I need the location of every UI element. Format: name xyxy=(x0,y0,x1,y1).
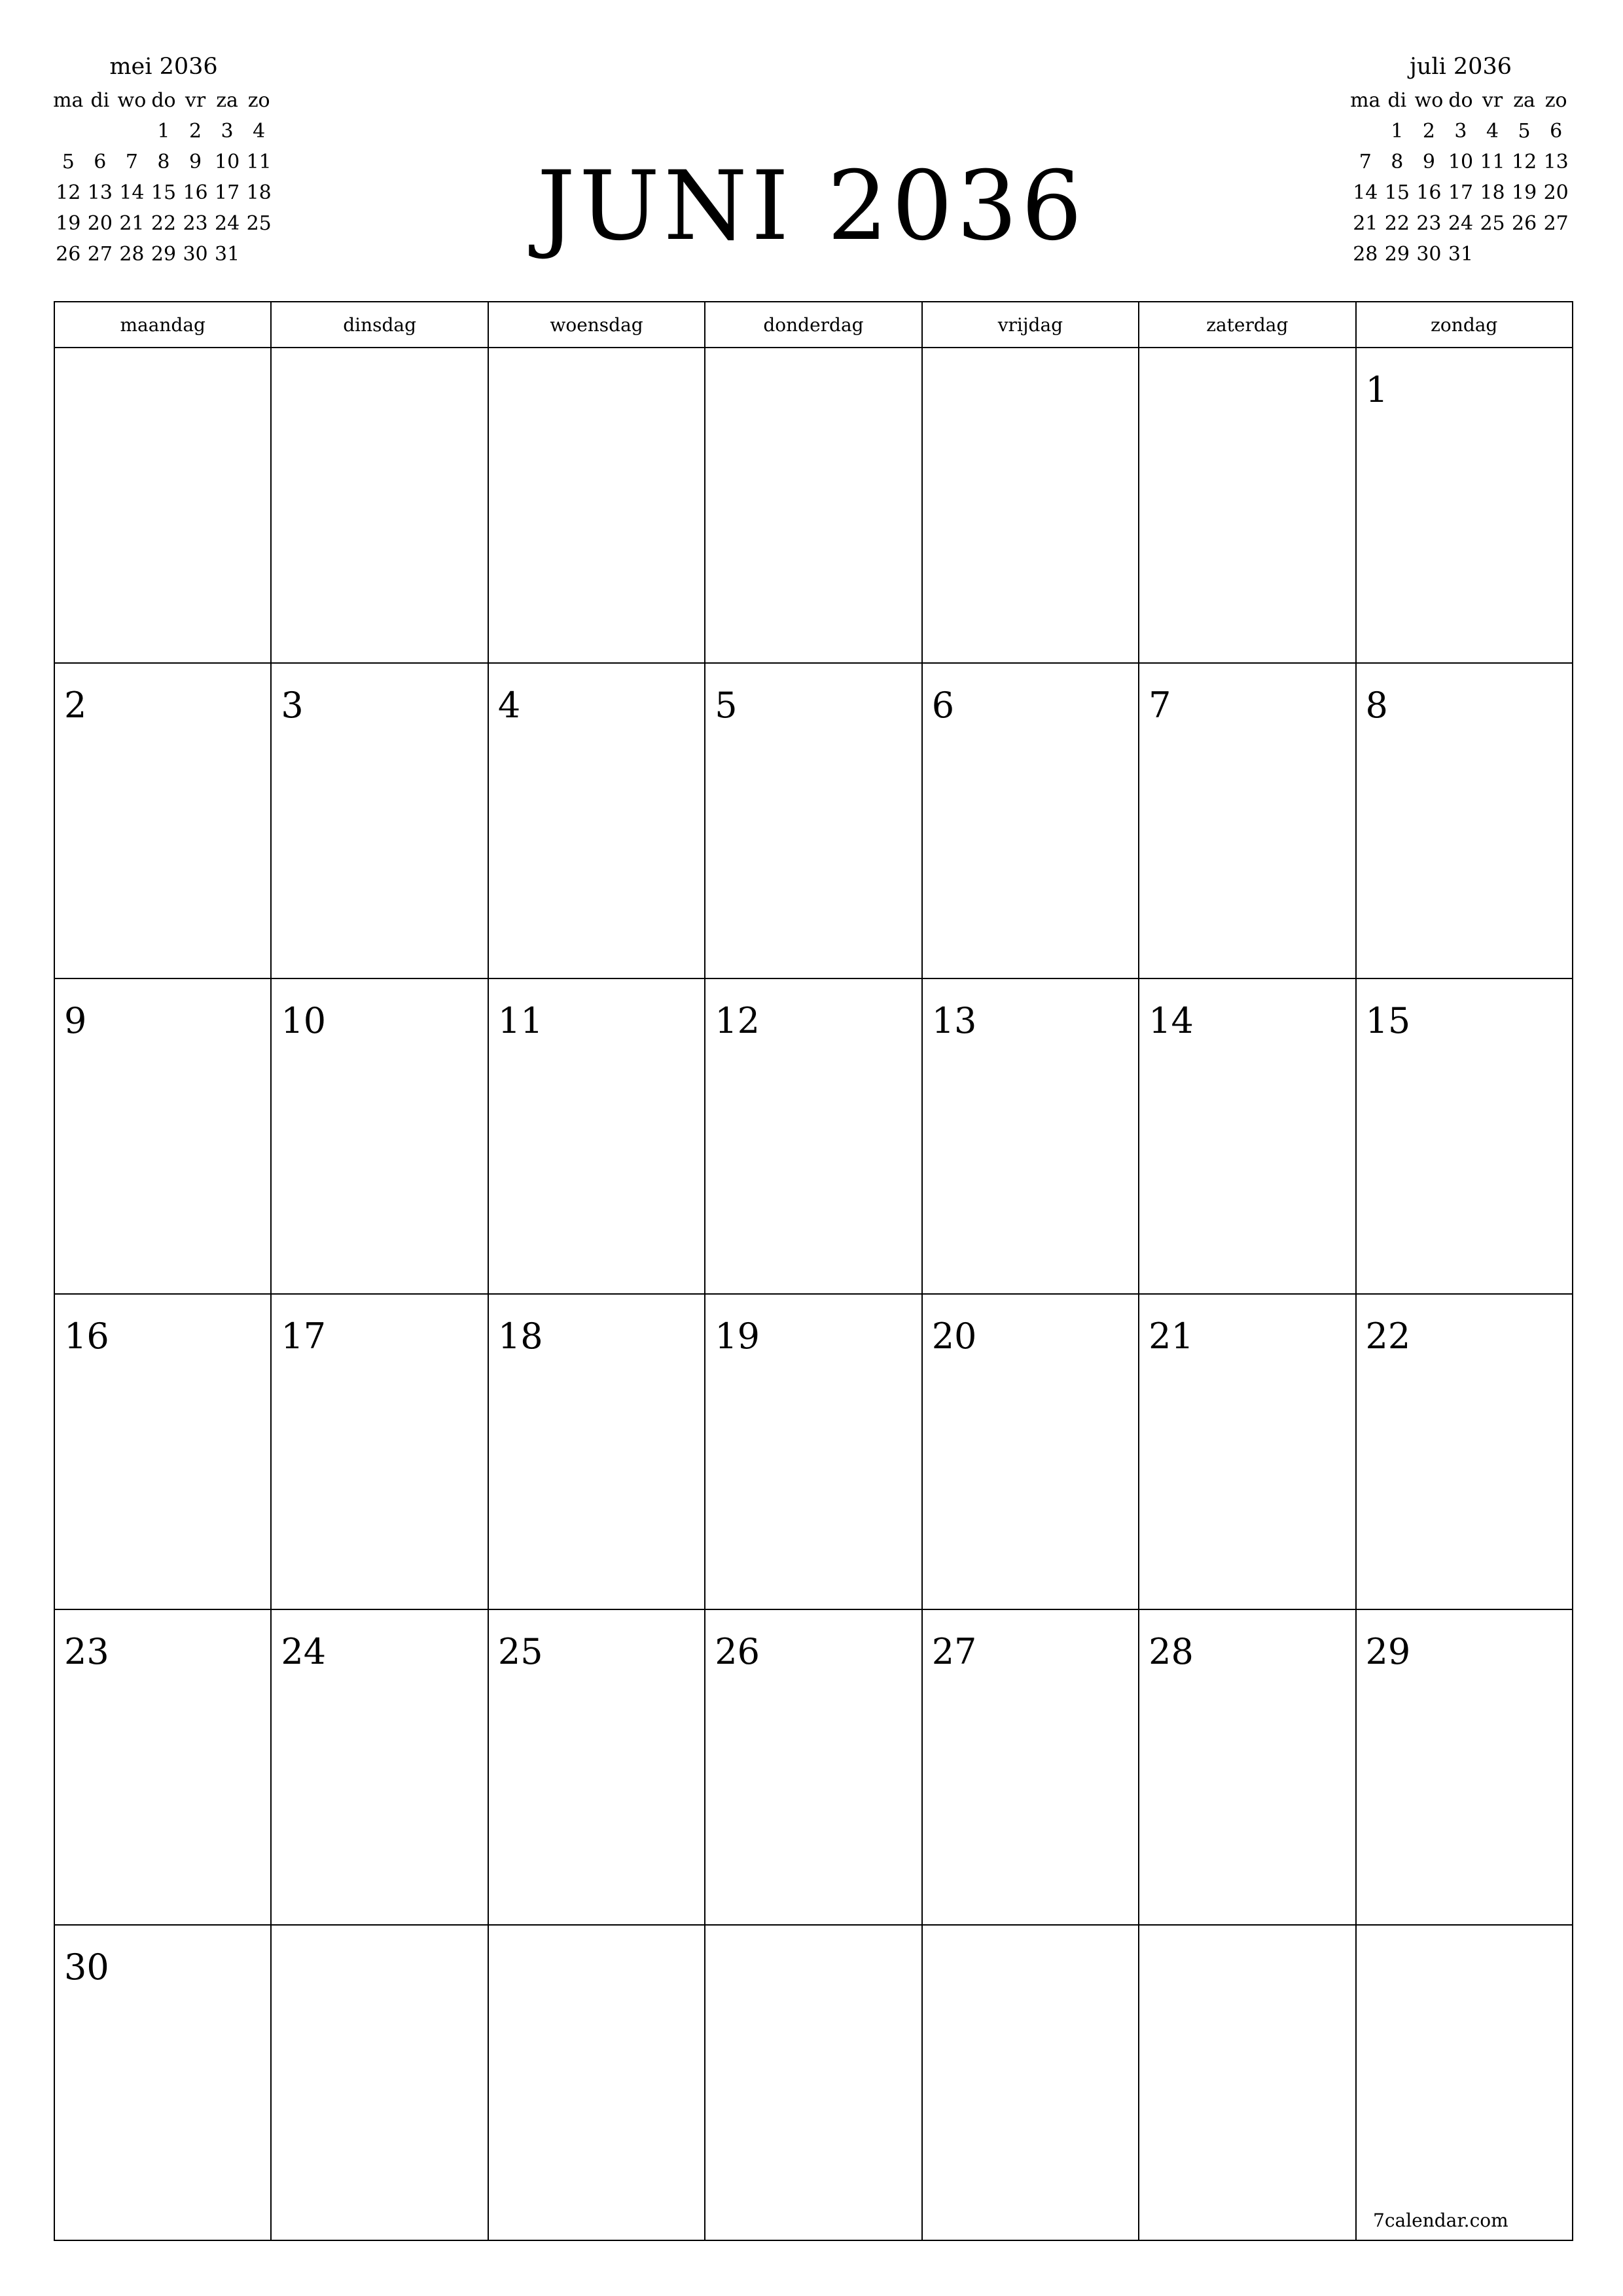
day-cell xyxy=(705,1294,921,1609)
mini-day: 12 xyxy=(56,181,81,204)
mini-day: 8 xyxy=(1391,151,1404,173)
weekday-header-row xyxy=(54,302,1573,348)
day-number: 24 xyxy=(281,1631,327,1672)
mini-weekday-label: za xyxy=(1513,89,1535,112)
day-number: 16 xyxy=(64,1316,109,1357)
day-cell xyxy=(922,978,1139,1294)
mini-day: 15 xyxy=(1384,181,1410,204)
day-cell xyxy=(922,1609,1139,1925)
day-cell xyxy=(1139,1925,1355,2240)
mini-day: 29 xyxy=(151,243,177,266)
mini-day xyxy=(84,116,116,147)
mini-calendar-next-month xyxy=(1349,48,1572,270)
mini-day: 18 xyxy=(1480,181,1505,204)
mini-day: 4 xyxy=(1486,120,1499,143)
mini-day: 26 xyxy=(1512,212,1537,235)
mini-day: 9 xyxy=(1422,151,1435,173)
mini-day: 19 xyxy=(56,212,81,235)
day-number: 12 xyxy=(715,1000,760,1041)
day-cell xyxy=(271,663,488,978)
weekday-header: zaterdag xyxy=(1139,302,1355,348)
mini-day: 2 xyxy=(188,120,202,143)
mini-day: 10 xyxy=(1448,151,1474,173)
weekday-header: woensdag xyxy=(488,302,705,348)
mini-weekday-label: zo xyxy=(247,89,270,112)
mini-weekday-label: ma xyxy=(1350,89,1381,112)
mini-day: 24 xyxy=(215,212,240,235)
day-cell xyxy=(1139,348,1355,663)
mini-day: 23 xyxy=(183,212,208,235)
mini-weekday-label: do xyxy=(151,89,176,112)
day-cell xyxy=(271,1294,488,1609)
mini-day xyxy=(1508,239,1541,270)
week-row xyxy=(54,1925,1573,2240)
day-cell xyxy=(1356,1609,1573,1925)
day-cell xyxy=(1139,1294,1355,1609)
mini-day: 21 xyxy=(1353,212,1378,235)
mini-day xyxy=(52,116,84,147)
mini-weekday-label: ma xyxy=(53,89,84,112)
day-cell xyxy=(1356,978,1573,1294)
mini-calendar-title: mei 2036 xyxy=(109,54,218,80)
mini-calendar-week-row xyxy=(1349,239,1572,270)
day-cell xyxy=(922,348,1139,663)
mini-weekday-label: za xyxy=(216,89,238,112)
day-cell xyxy=(271,1609,488,1925)
day-number: 5 xyxy=(715,685,738,726)
weekday-header: maandag xyxy=(54,302,271,348)
day-number: 17 xyxy=(281,1316,327,1357)
day-cell xyxy=(271,978,488,1294)
day-number: 13 xyxy=(931,1000,977,1041)
day-number: 1 xyxy=(1365,369,1388,410)
day-cell xyxy=(922,1294,1139,1609)
mini-weekday-label: di xyxy=(1387,89,1407,112)
mini-day: 6 xyxy=(94,151,107,173)
mini-day: 20 xyxy=(1543,181,1569,204)
day-number: 22 xyxy=(1365,1316,1411,1357)
mini-day: 30 xyxy=(1416,243,1442,266)
day-cell xyxy=(705,1925,921,2240)
day-number: 7 xyxy=(1149,685,1171,726)
mini-day: 8 xyxy=(157,151,170,173)
mini-day: 27 xyxy=(87,243,113,266)
page-title: JUNI 2036 xyxy=(537,151,1086,262)
mini-day: 25 xyxy=(246,212,272,235)
mini-day: 3 xyxy=(221,120,234,143)
mini-day: 17 xyxy=(215,181,240,204)
day-cell xyxy=(922,663,1139,978)
mini-weekday-label: zo xyxy=(1544,89,1567,112)
mini-day: 7 xyxy=(125,151,138,173)
weekday-header: zondag xyxy=(1356,302,1573,348)
day-number: 3 xyxy=(281,685,304,726)
day-cell xyxy=(1356,663,1573,978)
mini-weekday-label: wo xyxy=(1414,89,1444,112)
day-cell xyxy=(488,663,705,978)
day-number: 10 xyxy=(281,1000,327,1041)
day-cell xyxy=(705,663,921,978)
mini-calendar-week-row xyxy=(1349,116,1572,147)
day-cell xyxy=(488,978,705,1294)
mini-day: 18 xyxy=(246,181,272,204)
mini-calendar-title: juli 2036 xyxy=(1410,54,1512,80)
mini-day: 4 xyxy=(253,120,266,143)
day-number: 18 xyxy=(497,1316,543,1357)
footer-website: 7calendar.com xyxy=(1373,2210,1508,2231)
day-number: 6 xyxy=(931,685,955,726)
day-number: 20 xyxy=(931,1316,977,1357)
mini-day: 13 xyxy=(1543,151,1569,173)
mini-day: 1 xyxy=(1391,120,1404,143)
mini-day: 14 xyxy=(1353,181,1378,204)
mini-day: 14 xyxy=(119,181,145,204)
day-number: 2 xyxy=(64,685,87,726)
mini-day: 23 xyxy=(1416,212,1442,235)
mini-day: 17 xyxy=(1448,181,1474,204)
mini-day xyxy=(1349,116,1382,147)
day-number: 9 xyxy=(64,1000,87,1041)
day-cell xyxy=(1356,1294,1573,1609)
day-number: 21 xyxy=(1149,1316,1194,1357)
day-number: 8 xyxy=(1365,685,1388,726)
day-cell xyxy=(54,348,271,663)
mini-day: 11 xyxy=(246,151,272,173)
day-number: 15 xyxy=(1365,1000,1411,1041)
mini-day: 5 xyxy=(62,151,75,173)
mini-day: 27 xyxy=(1543,212,1569,235)
day-number: 29 xyxy=(1365,1631,1411,1672)
mini-day: 16 xyxy=(183,181,208,204)
week-row xyxy=(54,348,1573,663)
day-cell xyxy=(1139,663,1355,978)
day-cell xyxy=(488,1925,705,2240)
mini-weekday-label: vr xyxy=(185,89,206,112)
mini-weekday-label: do xyxy=(1448,89,1473,112)
week-row xyxy=(54,1294,1573,1609)
day-number: 30 xyxy=(64,1946,109,1988)
mini-day: 15 xyxy=(151,181,177,204)
weekday-header: dinsdag xyxy=(271,302,488,348)
mini-day: 5 xyxy=(1518,120,1531,143)
mini-weekday-label: vr xyxy=(1482,89,1503,112)
mini-calendar-grid xyxy=(1349,85,1572,270)
mini-day: 30 xyxy=(183,243,208,266)
day-cell xyxy=(54,1294,271,1609)
mini-day: 21 xyxy=(119,212,145,235)
day-cell xyxy=(1139,1609,1355,1925)
day-number: 28 xyxy=(1149,1631,1194,1672)
weekday-header: donderdag xyxy=(705,302,921,348)
month-grid xyxy=(54,301,1573,2241)
mini-day: 24 xyxy=(1448,212,1474,235)
day-cell xyxy=(922,1925,1139,2240)
mini-day: 31 xyxy=(215,243,240,266)
mini-day: 28 xyxy=(1353,243,1378,266)
mini-day: 31 xyxy=(1448,243,1474,266)
mini-day: 19 xyxy=(1512,181,1537,204)
mini-calendar-week-row xyxy=(1349,147,1572,177)
day-cell xyxy=(488,1609,705,1925)
mini-day: 22 xyxy=(151,212,177,235)
week-row xyxy=(54,1609,1573,1925)
mini-day: 12 xyxy=(1512,151,1537,173)
day-number: 25 xyxy=(497,1631,543,1672)
mini-day: 16 xyxy=(1416,181,1442,204)
day-cell xyxy=(488,1294,705,1609)
weekday-header: vrijdag xyxy=(922,302,1139,348)
mini-day xyxy=(116,116,148,147)
day-number: 23 xyxy=(64,1631,109,1672)
day-cell xyxy=(705,348,921,663)
mini-day: 1 xyxy=(157,120,170,143)
day-cell xyxy=(54,1609,271,1925)
day-cell xyxy=(1356,1925,1573,2240)
mini-calendar-weekday-row xyxy=(52,85,275,116)
day-number: 27 xyxy=(931,1631,977,1672)
mini-day: 2 xyxy=(1422,120,1435,143)
day-number: 19 xyxy=(715,1316,760,1357)
day-number: 11 xyxy=(497,1000,543,1041)
mini-day: 7 xyxy=(1359,151,1372,173)
day-cell xyxy=(488,348,705,663)
day-cell xyxy=(705,1609,921,1925)
day-cell xyxy=(54,1925,271,2240)
mini-day: 13 xyxy=(87,181,113,204)
day-cell xyxy=(54,978,271,1294)
mini-calendar-week-row xyxy=(1349,208,1572,239)
mini-day: 29 xyxy=(1384,243,1410,266)
mini-calendar-week-row xyxy=(1349,177,1572,208)
day-cell xyxy=(54,663,271,978)
mini-calendar-weekday-row xyxy=(1349,85,1572,116)
mini-day: 28 xyxy=(119,243,145,266)
mini-day: 25 xyxy=(1480,212,1505,235)
day-cell xyxy=(1356,348,1573,663)
mini-day: 10 xyxy=(215,151,240,173)
day-number: 26 xyxy=(715,1631,760,1672)
mini-day xyxy=(1476,239,1508,270)
day-number: 14 xyxy=(1149,1000,1194,1041)
day-cell xyxy=(705,978,921,1294)
mini-day: 3 xyxy=(1454,120,1467,143)
week-row xyxy=(54,663,1573,978)
mini-calendar-week-row xyxy=(52,116,275,147)
mini-day xyxy=(1540,239,1572,270)
mini-weekday-label: wo xyxy=(117,89,147,112)
mini-day: 11 xyxy=(1480,151,1505,173)
day-number: 4 xyxy=(497,685,521,726)
day-cell xyxy=(271,348,488,663)
mini-day: 20 xyxy=(87,212,113,235)
mini-day: 9 xyxy=(188,151,202,173)
mini-day: 26 xyxy=(56,243,81,266)
mini-day: 6 xyxy=(1550,120,1563,143)
mini-weekday-label: di xyxy=(90,89,110,112)
mini-day: 22 xyxy=(1384,212,1410,235)
day-cell xyxy=(1139,978,1355,1294)
week-row xyxy=(54,978,1573,1294)
day-cell xyxy=(271,1925,488,2240)
